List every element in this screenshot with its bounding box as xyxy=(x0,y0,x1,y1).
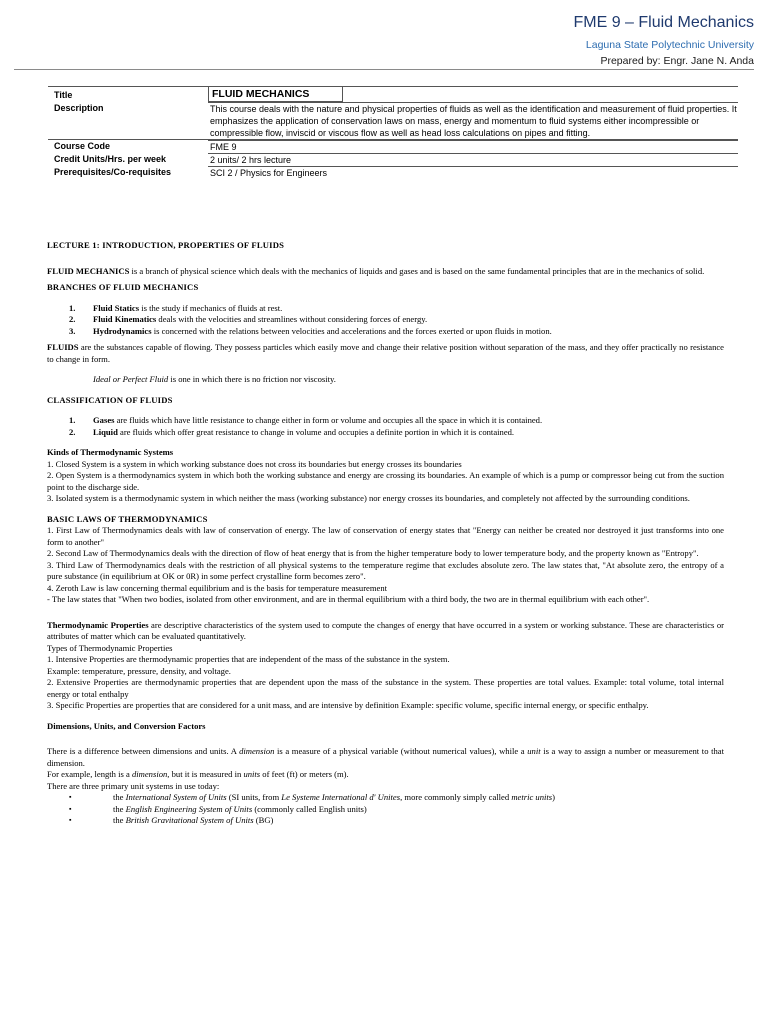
list-item xyxy=(47,303,724,315)
properties-text: are descriptive characteristics of the system used to compute the changes of energy that have occurred in a system or working substance. These are characteristics or attributes of matter which can be evaluated quantitatively. xyxy=(47,619,725,641)
text-run: the xyxy=(113,803,126,814)
kinds-item: 2. Open System is a thermodynamics system in which both the working substance and energy are crossing its boundaries. An example of which is a pump or compressor being cut from the suction point to the discharge side. xyxy=(47,470,724,492)
text-run: , more commonly simply called xyxy=(400,792,512,802)
text-run: dimension xyxy=(239,746,275,756)
ideal-term: Ideal or Perfect Fluid xyxy=(93,374,169,384)
text-run: , but it is measured in xyxy=(167,769,244,779)
law-item: 3. Third Law of Thermodynamics deals with the restriction of all physical systems to the temperature regime that excludes absolute zero. The law states that, "At absolute zero, the entropy of a pure substance (in equilibrium at OK or 0R) in some perfect crystalline form becomes zero". xyxy=(47,559,724,581)
text-run: the xyxy=(113,815,126,825)
dimensions-heading: Dimensions, Units, and Conversion Factors xyxy=(47,720,206,731)
branches-heading: BRANCHES OF FLUID MECHANICS xyxy=(47,282,199,292)
text-run: (commonly called English units) xyxy=(252,803,367,814)
branch-text: is the study if mechanics of fluids at rest. xyxy=(139,302,283,313)
class-text: are fluids which offer great resistance to change in volume and occupies a definite portion in which it is contained. xyxy=(117,426,515,437)
text-run: metric units xyxy=(511,792,553,802)
list-number: 1. xyxy=(69,302,76,313)
university-name: Laguna State Polytechnic University xyxy=(585,39,754,51)
list-item xyxy=(47,815,724,827)
list-item xyxy=(47,326,724,338)
prereq-label: Prerequisites/Co-requisites xyxy=(54,167,172,177)
table-row-prereq xyxy=(48,166,738,179)
text-run: dimension xyxy=(131,769,168,779)
title-value: FLUID MECHANICS xyxy=(208,87,343,102)
law-item: 4. Zeroth Law is law concerning thermal equilibrium and is the basis for temperature measurement xyxy=(47,582,388,593)
list-number: 2. xyxy=(69,314,76,324)
text-run: is a measure of a physical variable (without numerical values), while a xyxy=(274,746,528,756)
list-number: 1. xyxy=(69,415,76,425)
branches-list xyxy=(47,303,724,338)
branch-term: Hydrodynamics xyxy=(93,325,152,336)
unit-systems-intro: There are three primary unit systems in use today: xyxy=(47,780,220,791)
branch-term: Fluid Kinematics xyxy=(93,314,157,324)
kinds-item: 1. Closed System is a system in which working substance does not cross its boundaries but energy crosses its boundaries xyxy=(47,458,462,469)
list-item xyxy=(47,415,724,427)
lecture-body xyxy=(47,240,724,827)
text-run: unit xyxy=(527,746,541,756)
text-run: For example, length is a xyxy=(47,769,132,779)
square-bullet-icon: ▪ xyxy=(69,816,72,824)
classification-heading: CLASSIFICATION OF FLUIDS xyxy=(47,394,173,405)
description-value: This course deals with the nature and physical properties of fluids as well as the identification and measurement of fluid properties. It emphasizes the application of conservation laws on mass, energy and momentum to fluid systems either incompressible or compressible flow, inviscid or viscous flow as well as head loss calculations on pipes and fitting. xyxy=(210,104,737,138)
class-text: are fluids which have little resistance to change either in form or volume and occupies all the space in which it is contained. xyxy=(114,415,543,425)
text-run: British Gravitational System of Units xyxy=(125,815,254,825)
laws-heading: BASIC LAWS OF THERMODYNAMICS xyxy=(47,513,208,524)
example-paragraph xyxy=(47,769,724,781)
table-row-code xyxy=(48,139,738,153)
intro-text: is a branch of physical science which deals with the mechanics of liquids and gases and is based on the same fundamental principles that are in the mechanics of solid. xyxy=(129,265,705,276)
kinds-item: 3. Isolated system is a thermodynamic system in which neither the mass (working substance) nor energy crosses its boundaries, and completely not affected by the surrounding conditions. xyxy=(47,493,690,503)
text-run: International System of Units xyxy=(125,792,227,802)
class-term: Liquid xyxy=(93,426,118,437)
properties-term: Thermodynamic Properties xyxy=(47,619,149,630)
text-run: is a way to assign a number or measurement to that dimension. xyxy=(47,746,724,768)
course-title: FME 9 – Fluid Mechanics xyxy=(573,14,754,31)
property-item: 3. Specific Properties are properties that are considered for a unit mass, and are intensive by definition Example: specific volume, specific internal energy, or specific enthalpy. xyxy=(47,700,649,710)
properties-types: Types of Thermodynamic Properties xyxy=(47,642,173,653)
text-run: There is a difference between dimensions and units. A xyxy=(47,746,240,756)
fluids-text: are the substances capable of flowing. They possess particles which easily move and change their relative position without separation of the mass, and they offer practically no resistance to change in form. xyxy=(47,342,724,364)
property-item: Example: temperature, pressure, density, and voltage. xyxy=(47,665,231,676)
properties-paragraph xyxy=(47,620,724,643)
header-divider xyxy=(14,69,754,70)
law-item: 1. First Law of Thermodynamics deals with law of conservation of energy. The law of conservation of energy states that "Energy can neither be created nor destroyed it just transforms into one form to another" xyxy=(47,525,724,547)
units-value: 2 units/ 2 hrs lecture xyxy=(208,153,738,166)
intro-term: FLUID MECHANICS xyxy=(47,265,130,276)
list-item xyxy=(47,427,724,439)
lecture-heading: LECTURE 1: INTRODUCTION, PROPERTIES OF FLUIDS xyxy=(47,240,285,250)
square-bullet-icon: ▪ xyxy=(69,793,72,801)
text-run: units xyxy=(243,769,261,779)
text-run: the xyxy=(113,792,126,802)
property-item: 2. Extensive Properties are thermodynamic properties that are dependent upon the mass of the substance in the system. These properties are total values. Example: total volume, total internal energy or total enthalpy xyxy=(47,677,724,699)
text-run: (SI units, from xyxy=(226,792,282,802)
text-run: Le Systeme International d' Unites xyxy=(281,792,401,802)
intro-paragraph xyxy=(47,266,724,278)
law-item: 2. Second Law of Thermodynamics deals with the direction of flow of heat energy that is from the higher temperature body to lower temperature body, and the property known as "Entropy". xyxy=(47,548,699,558)
table-row-description xyxy=(48,102,738,139)
description-label: Description xyxy=(54,103,104,113)
property-item: 1. Intensive Properties are thermodynamic properties that are independent of the mass of the substance in the system. xyxy=(47,654,450,664)
text-run: (BG) xyxy=(253,815,274,825)
unit-systems-list xyxy=(47,792,724,827)
fluids-term: FLUIDS xyxy=(47,342,79,352)
units-label: Credit Units/Hrs. per week xyxy=(54,154,167,164)
code-label: Course Code xyxy=(54,141,111,151)
law-item: - The law states that "When two bodies, isolated from other environment, and are in thermal equilibrium with a third body, the two are in thermal equilibrium with each other". xyxy=(47,594,650,604)
ideal-text: is one in which there is no friction nor viscosity. xyxy=(168,374,336,384)
list-item xyxy=(47,804,724,816)
text-run: ) xyxy=(552,792,556,802)
course-info-table xyxy=(48,86,738,179)
code-value: FME 9 xyxy=(208,140,738,153)
list-number: 2. xyxy=(69,426,76,437)
list-item xyxy=(47,314,724,326)
table-row-title xyxy=(48,86,738,102)
prereq-value: SCI 2 / Physics for Engineers xyxy=(208,166,738,179)
ideal-fluid-paragraph xyxy=(47,374,724,386)
kinds-heading: Kinds of Thermodynamic Systems xyxy=(47,447,174,457)
branch-text: deals with the velocities and streamlines without considering forces of energy. xyxy=(156,314,428,324)
classification-list xyxy=(47,415,724,438)
square-bullet-icon: ▪ xyxy=(69,804,72,813)
list-item xyxy=(47,792,724,804)
text-run: English Engineering System of Units xyxy=(125,803,253,814)
title-label: Title xyxy=(54,90,73,100)
dimensions-paragraph xyxy=(47,746,724,769)
prepared-by: Prepared by: Engr. Jane N. Anda xyxy=(600,55,754,67)
list-number: 3. xyxy=(69,325,76,336)
table-row-units xyxy=(48,153,738,166)
class-term: Gases xyxy=(93,415,115,425)
fluids-paragraph xyxy=(47,342,724,365)
branch-term: Fluid Statics xyxy=(93,302,140,313)
branch-text: is concerned with the relations between velocities and accelerations and the forces exerted or upon fluids in motion. xyxy=(151,325,552,336)
text-run: of feet (ft) or meters (m). xyxy=(260,769,349,779)
